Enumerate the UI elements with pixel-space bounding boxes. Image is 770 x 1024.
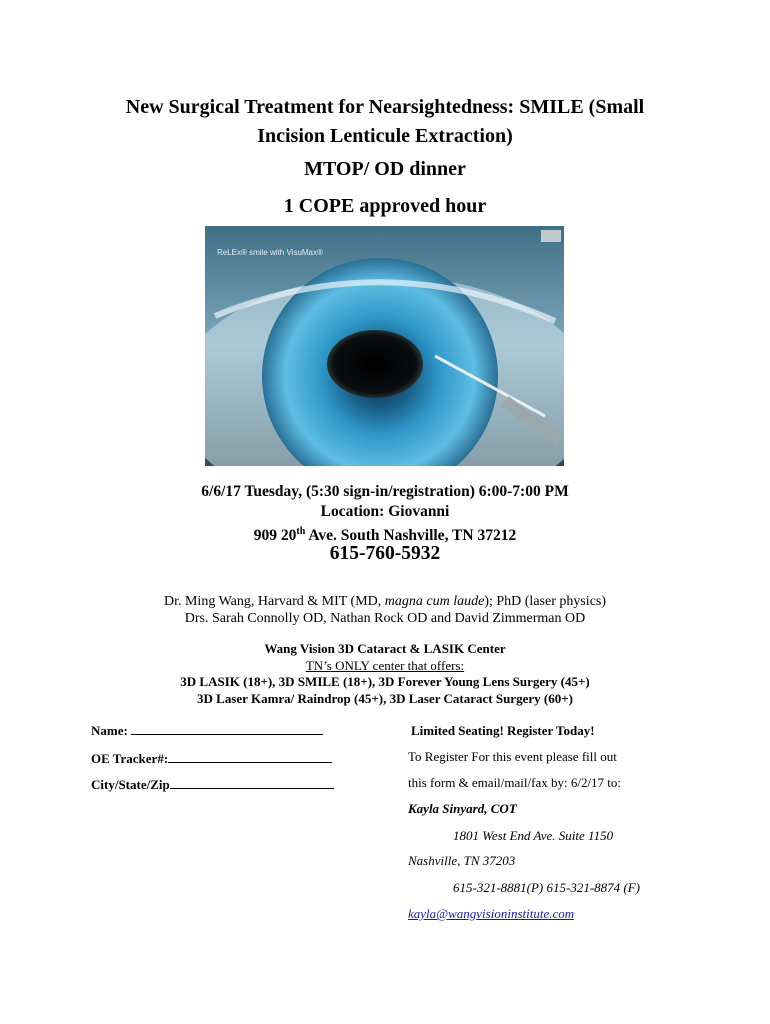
tracker-label: OE Tracker#: (91, 751, 169, 766)
city-field[interactable] (91, 776, 334, 793)
address-superscript: th (296, 526, 306, 537)
center-name: Wang Vision 3D Cataract & LASIK Center (264, 641, 506, 656)
eye-illustration (205, 226, 564, 466)
register-line-1: To Register For this event please fill out (408, 749, 617, 764)
eye-video-frame (205, 226, 564, 466)
city-line[interactable] (170, 776, 334, 789)
contact-street: 1801 West End Ave. Suite 1150 (453, 828, 614, 843)
speaker-1-honor: magna cum laude (384, 594, 485, 609)
name-line[interactable] (131, 722, 323, 735)
city-label: City/State/Zip (91, 777, 170, 792)
center-tagline: TN’s ONLY center that offers: (305, 658, 465, 673)
address-street: Ave. South Nashville, TN 37212 (305, 527, 517, 545)
title-line-1: New Surgical Treatment for Nearsightedness: SMILE (Small (125, 96, 645, 118)
cope-credit: 1 COPE approved hour (283, 195, 487, 217)
tracker-line[interactable] (168, 750, 332, 763)
event-location: Location: Giovanni (320, 503, 450, 520)
email-link[interactable]: kayla@wangvisioninstitute.com (408, 906, 575, 921)
register-heading: Limited Seating! Register Today! (411, 723, 595, 738)
register-line-2: this form & email/mail/fax by: 6/2/17 to: (408, 775, 622, 790)
video-caption: ReLEx® smile with VisuMax® (217, 248, 323, 257)
contact-email[interactable] (408, 906, 574, 922)
event-datetime: 6/6/17 Tuesday, (5:30 sign-in/registration) 6:00-7:00 PM (201, 483, 569, 500)
subtitle: MTOP/ OD dinner (304, 158, 466, 180)
center-services-1: 3D LASIK (18+), 3D SMILE (18+), 3D Forever Young Lens Surgery (45+) (180, 674, 590, 689)
contact-name: Kayla Sinyard, COT (408, 801, 517, 816)
name-label: Name: (91, 723, 128, 738)
title-line-2: Incision Lenticule Extraction) (257, 125, 513, 147)
address-number: 909 20 (253, 527, 297, 545)
contact-phones: 615-321-8881(P) 615-321-8874 (F) (453, 880, 641, 895)
speaker-1-post: ); PhD (laser physics) (484, 594, 607, 609)
speaker-line-2: Drs. Sarah Connolly OD, Nathan Rock OD and David Zimmerman OD (184, 611, 586, 626)
event-title (0, 93, 770, 151)
speaker-1-pre: Dr. Ming Wang, Harvard & MIT (MD, (163, 594, 385, 609)
event-phone: 615-760-5932 (329, 543, 441, 564)
center-services-2: 3D Laser Kamra/ Raindrop (45+), 3D Laser Cataract Surgery (60+) (197, 691, 573, 706)
name-field[interactable] (91, 722, 323, 739)
contact-city: Nashville, TN 37203 (408, 853, 516, 868)
tracker-field[interactable] (91, 750, 332, 767)
